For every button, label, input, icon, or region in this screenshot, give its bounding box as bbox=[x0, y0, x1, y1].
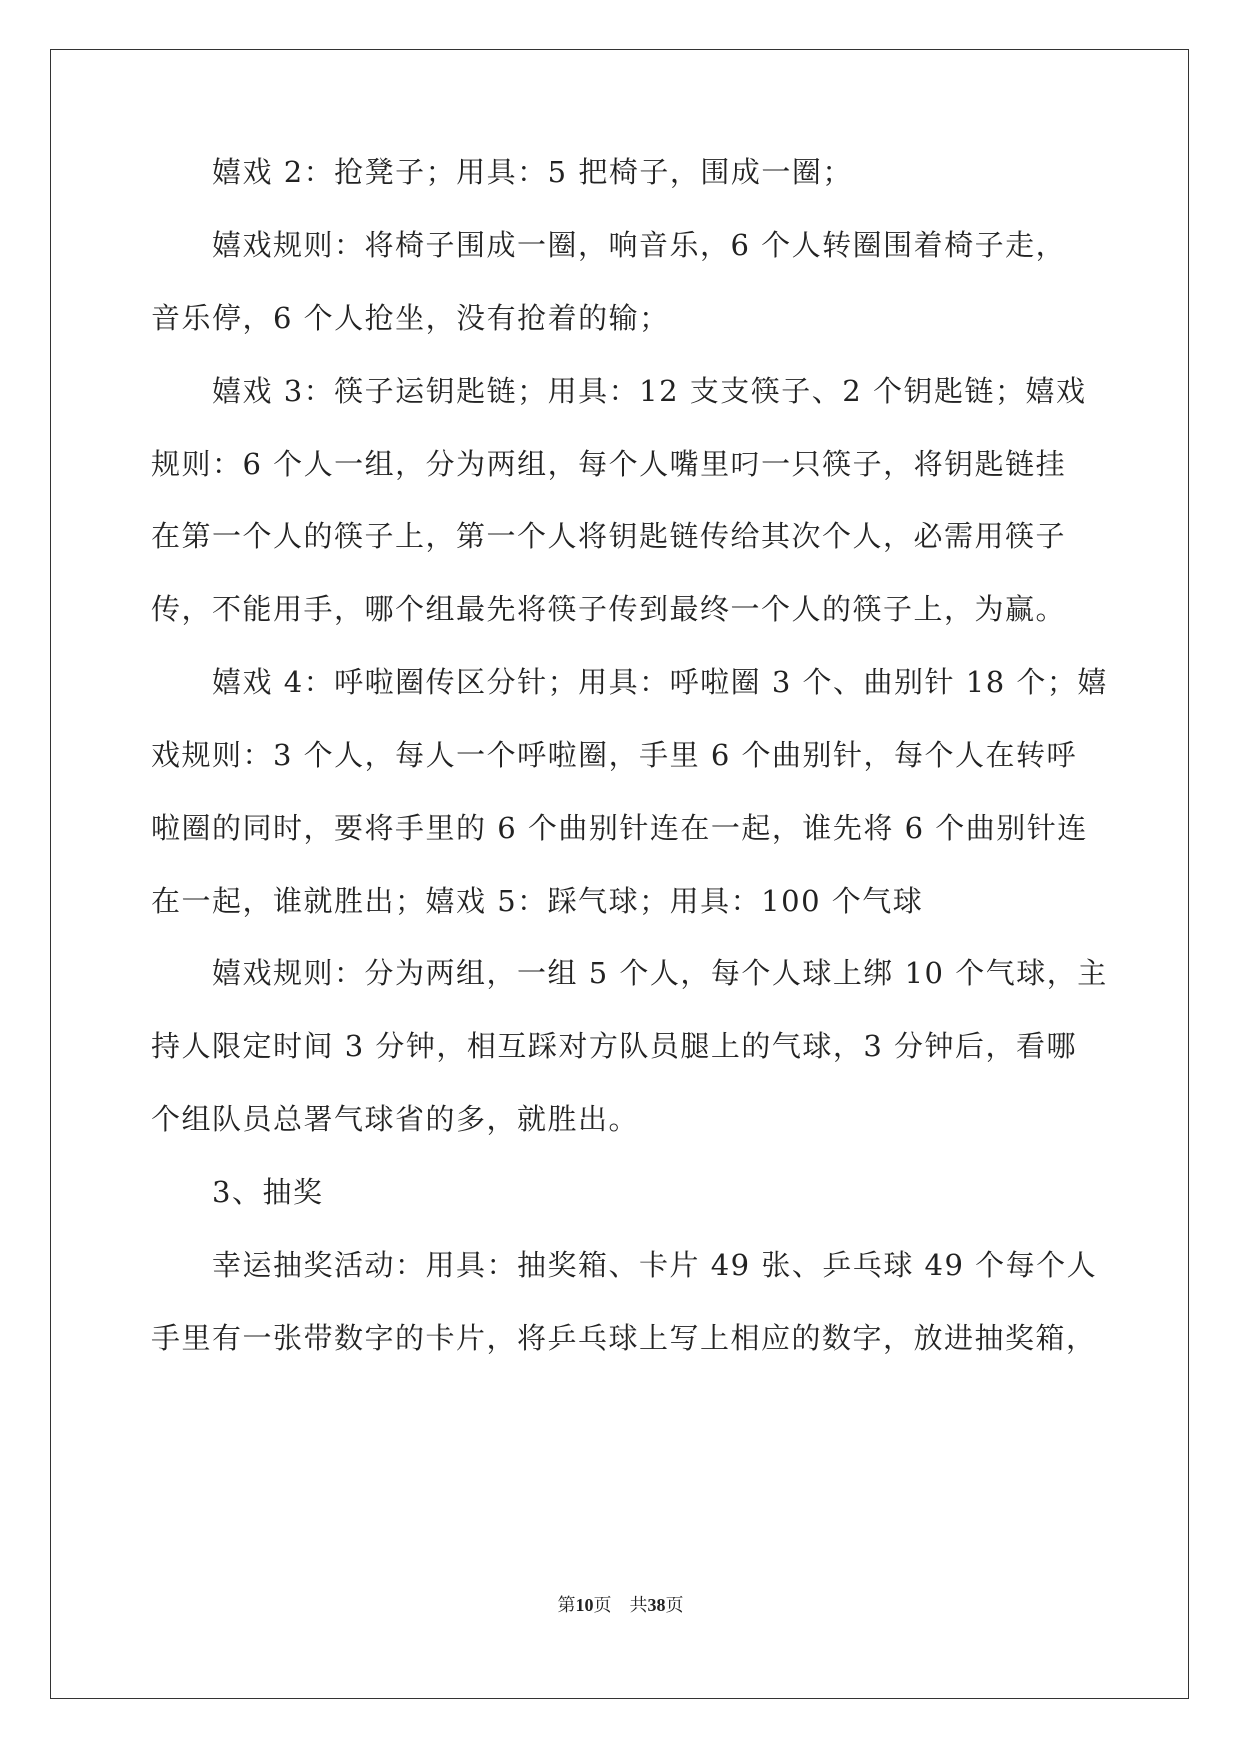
paragraph-game-4: 嬉戏 4：呼啦圈传区分针；用具：呼啦圈 3 个、曲别针 18 个；嬉 bbox=[212, 665, 1108, 699]
paragraph-line: 在第一个人的筷子上，第一个人将钥匙链传给其次个人，必需用筷子 bbox=[151, 519, 1067, 553]
paragraph-line: 音乐停，6 个人抢坐，没有抢着的输； bbox=[151, 301, 670, 335]
paragraph-line: 持人限定时间 3 分钟，相互踩对方队员腿上的气球，3 分钟后，看哪 bbox=[151, 1029, 1078, 1063]
paragraph-game-3: 嬉戏 3：筷子运钥匙链；用具：12 支支筷子、2 个钥匙链；嬉戏 bbox=[212, 374, 1087, 408]
page-prefix: 第 bbox=[557, 1595, 576, 1616]
total-prefix: 共 bbox=[629, 1595, 648, 1616]
paragraph-line: 规则：6 个人一组，分为两组，每个人嘴里叼一只筷子，将钥匙链挂 bbox=[151, 447, 1067, 481]
paragraph-line: 在一起，谁就胜出；嬉戏 5：踩气球；用具：100 个气球 bbox=[151, 884, 924, 918]
page-border bbox=[50, 49, 1189, 1699]
total-suffix: 页 bbox=[665, 1595, 684, 1616]
section-heading-lottery: 3、抽奖 bbox=[212, 1175, 324, 1209]
paragraph-game-2-rules: 嬉戏规则：将椅子围成一圈，响音乐，6 个人转圈围着椅子走， bbox=[212, 228, 1067, 262]
paragraph-line: 手里有一张带数字的卡片，将乒乓球上写上相应的数字，放进抽奖箱， bbox=[151, 1321, 1097, 1355]
total-pages: 38 bbox=[647, 1595, 666, 1615]
paragraph-game-5-rules: 嬉戏规则：分为两组，一组 5 个人，每个人球上绑 10 个气球，主 bbox=[212, 956, 1108, 990]
paragraph-line: 啦圈的同时，要将手里的 6 个曲别针连在一起，谁先将 6 个曲别针连 bbox=[151, 811, 1088, 845]
paragraph-line: 传，不能用手，哪个组最先将筷子传到最终一个人的筷子上，为赢。 bbox=[151, 592, 1067, 626]
paragraph-line: 个组队员总署气球省的多，就胜出。 bbox=[151, 1102, 640, 1136]
paragraph-line: 戏规则：3 个人，每人一个呼啦圈，手里 6 个曲别针，每个人在转呼 bbox=[151, 738, 1078, 772]
page-footer bbox=[0, 1592, 1241, 1619]
page-number: 10 bbox=[575, 1595, 594, 1615]
paragraph-game-2: 嬉戏 2：抢凳子；用具：5 把椅子，围成一圈； bbox=[212, 155, 853, 189]
page-suffix: 页 bbox=[593, 1595, 612, 1616]
paragraph-lottery: 幸运抽奖活动：用具：抽奖箱、卡片 49 张、乒乓球 49 个每个人 bbox=[212, 1248, 1098, 1282]
